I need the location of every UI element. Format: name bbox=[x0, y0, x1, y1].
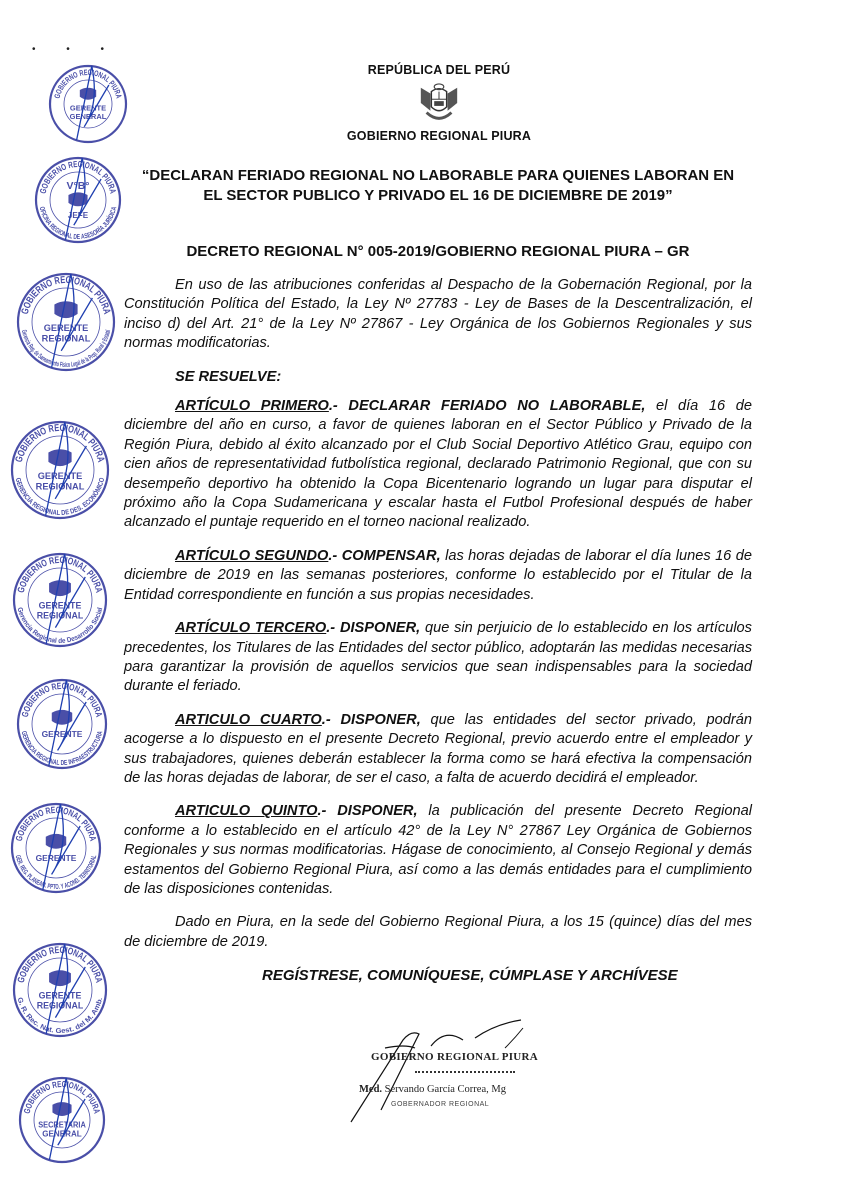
preamble-text: En uso de las atribuciones conferidas al Despacho de la Gobernación Regional, por la Constitución Política del Estado, la Ley Nº 27783 - Ley de Bases de la Descentralización, el inciso d) del Art. 21° de la Ley Nº 27867 - Ley Orgánica de los Gobiernos Regionales y sus normas modificatorias. bbox=[124, 277, 752, 352]
decree-number: DECRETO REGIONAL N° 005-2019/GOBIERNO REGIONAL PIURA – GR bbox=[186, 243, 690, 260]
decree-title-line: “DECLARAN FERIADO REGIONAL NO LABORABLE PARA QUIENES LABORAN EN bbox=[141, 167, 735, 184]
article-5 bbox=[124, 802, 752, 899]
seal-ring-text: GER. REG. PLANEAM. PPTO. Y ACOND. TERRITORIAL bbox=[13, 852, 99, 892]
official-seal bbox=[8, 1066, 116, 1174]
article-verb: DISPONER, bbox=[337, 803, 418, 820]
article-text: que sin perjuicio de lo establecido en los artículos precedentes, los Titulares de las Entidades del sector público, adoptarán las medidas necesarias para garantizar la provisión de aquellos servicios que sean indispensables para la sociedad durante el feriado. bbox=[124, 620, 752, 695]
seal-subtitle-text: GENERAL bbox=[69, 111, 107, 121]
seal-subtitle-text: REGIONAL bbox=[36, 1000, 84, 1011]
article-text: el día 16 de diciembre del año en curso, a favor de quienes laboran en el Sector Público y Privado de la Región Piura, debido al éxito alcanzado por el Club Social Deportivo Atlético Grau, equipo con cien años de representatividad futbolística regional, declarado Patrimonio Regional, que con su desempeño deportivo ha obtenido la Copa Bicentenario logrando un lugar para disputar el próximo año la Copa Sudamericana y escalar hasta el Futbol Profesional después de haber alcanzado el puntaje requerido en el torneo nacional realizado. bbox=[124, 398, 752, 531]
article-title: ARTÍCULO PRIMERO bbox=[175, 398, 329, 415]
seal-title-text: GERENTE bbox=[43, 323, 89, 334]
article-separator: .- bbox=[317, 803, 338, 820]
article-separator: .- bbox=[326, 620, 340, 637]
seal-subtitle-text: GENERAL bbox=[42, 1129, 82, 1139]
signature-line bbox=[415, 1071, 515, 1075]
official-seal bbox=[6, 668, 118, 780]
article-separator: .- bbox=[328, 547, 342, 564]
signer-name bbox=[359, 1084, 506, 1096]
article-verb: DISPONER, bbox=[339, 620, 421, 637]
article-verb: COMPENSAR, bbox=[341, 547, 441, 564]
seal-subtitle-text: REGIONAL bbox=[36, 610, 84, 621]
seal-title-text: GERENTE bbox=[69, 103, 107, 113]
official-seal bbox=[0, 792, 112, 904]
official-seal bbox=[2, 542, 118, 658]
seal-top-text: GOBIERNO REGIONAL PIURA bbox=[21, 1078, 103, 1117]
seal-ring-text: G. R. Rec. Nat. Gest. del M. Amb. bbox=[15, 996, 105, 1036]
signer-title: Med. bbox=[359, 1084, 383, 1095]
seal-ring-text: OFICINA REGIONAL DE ASESORÍA JURÍDICA bbox=[37, 204, 119, 242]
article-separator: .- bbox=[328, 398, 349, 415]
seal-ring-text: Gerencia Regional de Desarrollo Social bbox=[15, 606, 105, 646]
decree-title bbox=[124, 166, 752, 206]
seal-title-text: GERENTE bbox=[41, 728, 83, 739]
article-1 bbox=[124, 397, 752, 533]
seal-subtitle-text: REGIONAL bbox=[41, 333, 91, 344]
article-title: ARTICULO QUINTO bbox=[175, 803, 318, 820]
given-at-text: Dado en Piura, en la sede del Gobierno Regional Piura, a los 15 (quince) días del mes de diciembre de 2019. bbox=[124, 914, 752, 950]
seal-title-text: SECRETARIA bbox=[38, 1120, 86, 1130]
decree-body bbox=[124, 166, 752, 986]
article-4 bbox=[124, 711, 752, 789]
seal-top-text: GOBIERNO REGIONAL PIURA bbox=[13, 804, 99, 844]
article-text: la publicación del presente Decreto Regional conforme a lo establecido en el artículo 42° de la Ley N° 27867 Ley Orgánica de Gobiernos Regionales y sus normas modificatorias. Hágase de conocimiento, al Consejo Regional y demás estamentos del Gobierno Regional Piura, así como a las demás entidades para el cumplimiento de las disposiciones contenidas. bbox=[124, 803, 752, 897]
seal-top-text: GOBIERNO REGIONAL PIURA bbox=[15, 554, 105, 596]
signer-fullname: Servando García Correa, Mg bbox=[384, 1084, 506, 1095]
letterhead bbox=[300, 63, 578, 143]
seal-subtitle-text: REGIONAL bbox=[35, 481, 85, 492]
seal-top-text: GOBIERNO REGIONAL PIURA bbox=[15, 944, 105, 986]
official-seal bbox=[6, 262, 126, 382]
article-text: las horas dejadas de laborar el día lunes 16 de diciembre de 2019 en las semanas posteriores, conforme lo establecido por el Titular de la Entidad correspondiente en función a sus propias necesidades. bbox=[124, 547, 752, 603]
article-title: ARTÍCULO SEGUNDO bbox=[175, 547, 329, 564]
seal-ring-text: GERENCIA REGIONAL DE DES. ECONÓMICO bbox=[13, 476, 107, 518]
seal-title-text: GERENTE bbox=[38, 600, 82, 611]
official-seal bbox=[0, 410, 120, 530]
article-2 bbox=[124, 547, 752, 605]
article-separator: .- bbox=[321, 711, 341, 728]
article-3 bbox=[124, 619, 752, 697]
government-heading: GOBIERNO REGIONAL PIURA bbox=[346, 129, 532, 143]
seal-title-text: GERENTE bbox=[37, 471, 83, 482]
signature-organization: GOBIERNO REGIONAL PIURA bbox=[371, 1051, 539, 1063]
scan-marks: • • • bbox=[32, 44, 119, 55]
seal-top-text: GOBIERNO REGIONAL PIURA bbox=[37, 158, 119, 197]
decree-title-line: EL SECTOR PUBLICO Y PRIVADO EL 16 DE DICIEMBRE DE 2019” bbox=[203, 187, 673, 204]
country-heading: REPÚBLICA DEL PERÚ bbox=[367, 63, 511, 77]
seal-top-text: GOBIERNO REGIONAL PIURA bbox=[13, 422, 107, 466]
article-text: que las entidades del sector privado, podrán acogerse a lo dispuesto en el presente Decreto Regional, previo acuerdo entre el empleador y sus trabajadores, quienes deberán establecer la forma como se hará efectiva la compensación de las horas dejadas de laborar, de ser el caso, a falta de acuerdo decidirá el empleador. bbox=[124, 711, 752, 786]
article-title: ARTICULO CUARTO bbox=[175, 711, 322, 728]
seal-ring-text: Gerencia Reg. de Saneamiento Físico Legal de la Prop. Rural y Estatal bbox=[19, 328, 113, 370]
seal-title-text: GERENTE bbox=[38, 990, 82, 1001]
seal-title-text: JEFE bbox=[67, 210, 89, 220]
governor-signature-block bbox=[345, 1018, 539, 1123]
seal-ring-text: GERENCIA REGIONAL DE INFRAESTRUCTURA bbox=[19, 729, 105, 768]
seal-top-text: GOBIERNO REGIONAL PIURA bbox=[19, 680, 105, 720]
peru-coat-of-arms-icon bbox=[414, 82, 464, 126]
seal-title-text: GERENTE bbox=[35, 852, 77, 863]
article-title: ARTÍCULO TERCERO bbox=[175, 620, 327, 637]
official-seal bbox=[38, 54, 138, 154]
official-seal bbox=[24, 146, 132, 254]
closing-formula: REGÍSTRESE, COMUNÍQUESE, CÚMPLASE Y ARCHÍVESE bbox=[262, 967, 678, 985]
resolves-heading: SE RESUELVE: bbox=[175, 368, 282, 385]
article-verb: DISPONER, bbox=[340, 711, 421, 728]
official-seal bbox=[2, 932, 118, 1048]
seal-top-text: GOBIERNO REGIONAL PIURA bbox=[19, 274, 113, 318]
seal-top-text: GOBIERNO REGIONAL PIURA bbox=[52, 67, 124, 102]
seal-middle-text: V°B° bbox=[66, 179, 90, 192]
article-verb: DECLARAR FERIADO NO LABORABLE, bbox=[348, 398, 646, 415]
signer-role: GOBERNADOR REGIONAL bbox=[391, 1101, 490, 1108]
